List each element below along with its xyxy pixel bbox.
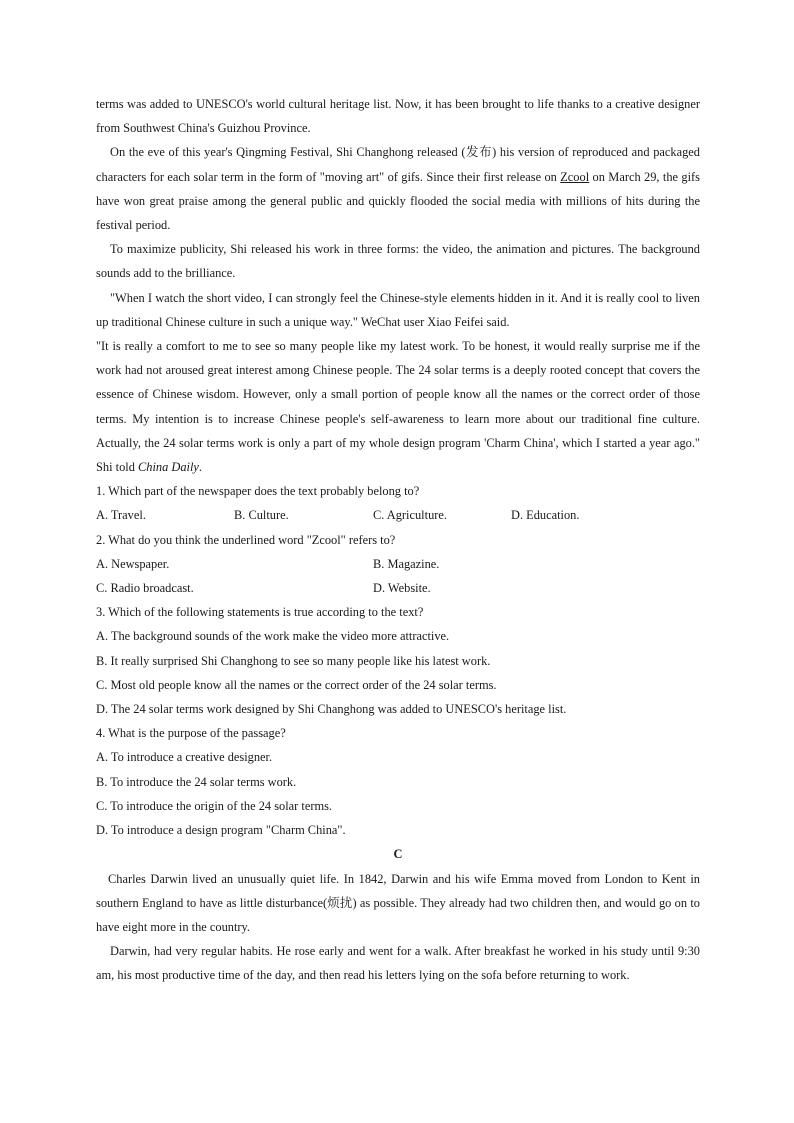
question-1-stem: 1. Which part of the newspaper does the text probably belong to? [96, 484, 420, 499]
source-china-daily: China Daily [138, 460, 199, 475]
question-1-option-c: C. Agriculture. [373, 508, 447, 523]
document-page [96, 92, 700, 988]
question-2-option-b: B. Magazine. [373, 556, 440, 571]
passage-b-paragraph-3: "When I watch the short video, I can strongly feel the Chinese-style elements hidden in it. And it is really cool to liven up traditional Chinese culture in such a unique way." WeChat user Xiao Feifei said. [96, 290, 700, 329]
question-4-stem: 4. What is the purpose of the passage? [96, 726, 286, 741]
question-4-option-a: A. To introduce a creative designer. [96, 750, 273, 765]
question-4-option-d: D. To introduce a design program "Charm China". [96, 823, 346, 838]
question-3-option-b: B. It really surprised Shi Changhong to see so many people like his latest work. [96, 653, 491, 668]
question-1-option-d: D. Education. [511, 508, 580, 523]
question-2-options-row-2 [96, 576, 700, 600]
paragraph-4-end: . [198, 460, 203, 475]
paragraph-4-text: "It is really a comfort to me to see so many people like my latest work. To be honest, it would really surprise me if the work had not aroused great interest among Chinese people. The 24 solar terms is a deeply rooted concept that covers the essence of Chinese wisdom. However, only a small portion of people know all the names or the correct order of those terms. My intention is to increase Chinese people's self-awareness to learn more about our traditional fine culture. Actually, the 24 solar terms work is only a part of my whole design program 'Charm China', which I started a year ago." Shi told [96, 339, 700, 475]
passage-c-paragraph-1: Darwin, had very regular habits. He rose early and went for a walk. After breakfast he worked in his study until 9:30 am, his most productive time of the day, and then read his letters lying on the sofa before returning to work. [96, 944, 700, 983]
question-1-options [96, 503, 700, 527]
passage-b-paragraph-4 [96, 334, 700, 479]
passage-b-paragraph-0: terms was added to UNESCO's world cultural heritage list. Now, it has been brought to life thanks to a creative designer from Southwest China's Guizhou Province. [96, 97, 700, 136]
zcool-underlined-word: Zcool [560, 169, 590, 184]
question-3-stem: 3. Which of the following statements is true according to the text? [96, 605, 424, 620]
passage-b-paragraph-1 [96, 140, 700, 237]
question-1-option-b: B. Culture. [234, 508, 289, 523]
question-2-option-d: D. Website. [373, 581, 431, 596]
question-2-options-row-1 [96, 552, 700, 576]
question-3-option-c: C. Most old people know all the names or the correct order of the 24 solar terms. [96, 677, 497, 692]
question-2-option-c: C. Radio broadcast. [96, 581, 194, 596]
question-4-option-c: C. To introduce the origin of the 24 solar terms. [96, 798, 333, 813]
paragraph-1-text-b: on March 29, the gifs have won great praise among the general public and quickly flooded the social media with millions of hits during the festival period. [96, 169, 700, 233]
question-1-option-a: A. Travel. [96, 508, 146, 523]
question-3-option-a: A. The background sounds of the work make the video more attractive. [96, 629, 450, 644]
question-2-stem: 2. What do you think the underlined word "Zcool" refers to? [96, 532, 396, 547]
question-2-option-a: A. Newspaper. [96, 556, 170, 571]
passage-c-heading: C [393, 847, 403, 862]
question-3-option-d: D. The 24 solar terms work designed by Shi Changhong was added to UNESCO's heritage list. [96, 702, 567, 717]
paragraph-1-text-a: On the eve of this year's Qingming Festival, Shi Changhong released (发布) his version of reproduced and packaged characters for each solar term in the form of "moving art" of gifs. Since their first release on [96, 145, 700, 184]
question-4-option-b: B. To introduce the 24 solar terms work. [96, 774, 297, 789]
passage-c-paragraph-0: Charles Darwin lived an unusually quiet life. In 1842, Darwin and his wife Emma moved from London to Kent in southern England to have as little disturbance(烦扰) as possible. They already had two children then, and would go on to have eight more in the country. [96, 871, 700, 934]
passage-b-paragraph-2: To maximize publicity, Shi released his work in three forms: the video, the animation and pictures. The background sounds add to the brilliance. [96, 242, 700, 281]
